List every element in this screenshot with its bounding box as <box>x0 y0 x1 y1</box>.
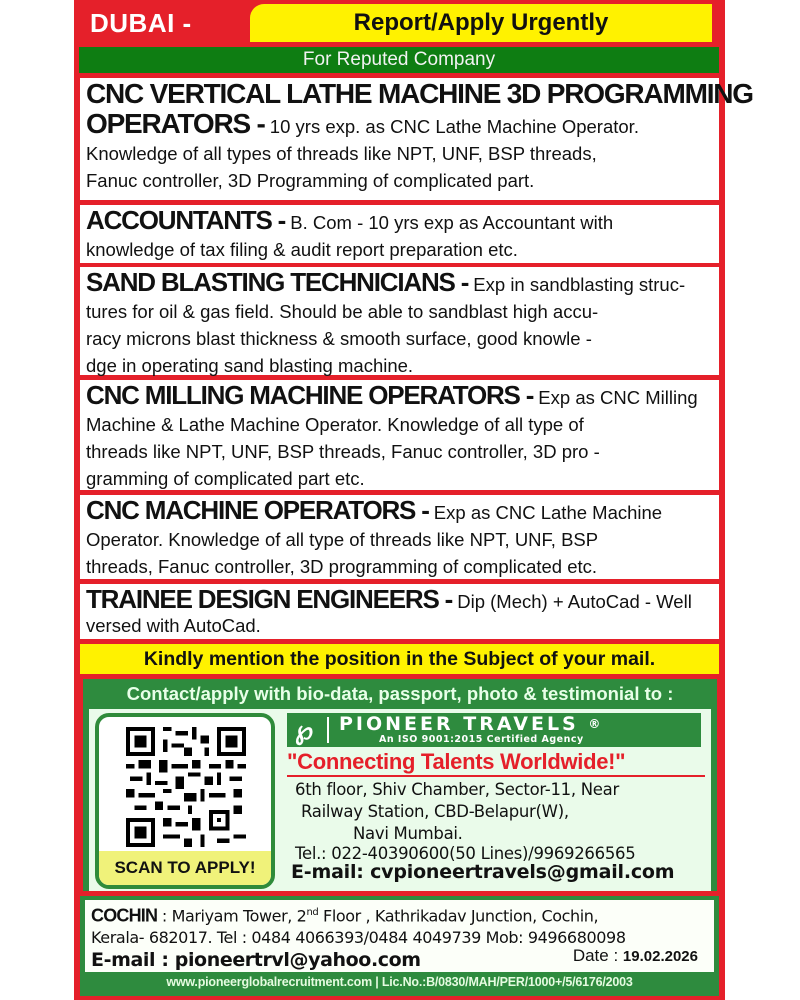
job-title: SAND BLASTING TECHNICIANS - <box>86 267 469 297</box>
registered-icon: ® <box>588 717 601 731</box>
pioneer-logo-icon: ℘ <box>295 715 314 745</box>
job-description: knowledge of tax filing & audit report preparation etc. <box>86 239 518 260</box>
job-description: Knowledge of all types of threads like NPT, UNF, BSP threads, <box>86 143 597 164</box>
company-tagline: "Connecting Talents Worldwide!" <box>287 749 705 777</box>
logo-divider <box>327 717 329 743</box>
job-description: threads like NPT, UNF, BSP threads, Fanuc controller, 3D pro - <box>86 441 600 462</box>
job-listing-cnc-machine <box>80 495 719 579</box>
company-name-text: PIONEER TRAVELS <box>339 713 579 735</box>
qr-code-icon[interactable] <box>113 727 259 847</box>
cochin-phone-line: Kerala- 682017. Tel : 0484 4066393/0484 4049739 Mob: 9496680098 <box>91 928 626 948</box>
job-listing-cnc-milling <box>80 380 719 490</box>
contact-section <box>83 679 717 891</box>
cochin-address-cont: Floor , Kathrikadav Junction, Cochin, <box>318 906 599 926</box>
ordinal-suffix: nd <box>306 907 319 918</box>
contact-panel <box>89 709 711 891</box>
qr-code-card[interactable] <box>95 713 275 889</box>
contact-heading: Contact/apply with bio-data, passport, photo & testimonial to : <box>126 683 674 704</box>
job-description: B. Com - 10 yrs exp as Accountant with <box>285 212 614 233</box>
job-description: Exp as CNC Lathe Machine <box>428 502 663 523</box>
cochin-label: COCHIN <box>91 905 158 926</box>
cochin-panel <box>85 900 714 972</box>
cochin-office-section <box>80 896 719 996</box>
job-description: gramming of complicated part etc. <box>86 468 365 489</box>
job-description: Machine & Lathe Machine Operator. Knowledge of all type of <box>86 414 584 435</box>
job-description: dge in operating sand blasting machine. <box>86 355 414 376</box>
date-value: 19.02.2026 <box>622 948 698 965</box>
job-title: TRAINEE DESIGN ENGINEERS - <box>86 584 453 614</box>
posting-date <box>573 946 698 966</box>
company-logo-banner <box>287 713 701 747</box>
job-title: OPERATORS - <box>86 108 265 139</box>
phone-line: Tel.: 022-40390600(50 Lines)/9969266565 <box>295 844 636 863</box>
job-description: versed with AutoCad. <box>86 615 261 636</box>
address-line: Railway Station, CBD-Belapur(W), <box>301 802 569 821</box>
job-description: threads, Fanuc controller, 3D programming of complicated etc. <box>86 556 598 577</box>
job-listing-cnc-vertical-lathe <box>80 78 753 200</box>
job-listing-sand-blasting <box>80 267 719 375</box>
job-listing-trainee-design <box>80 584 719 639</box>
job-title: CNC MACHINE OPERATORS - <box>86 495 429 525</box>
contact-email[interactable]: E-mail: cvpioneertravels@gmail.com <box>291 861 675 883</box>
job-description: Operator. Knowledge of all type of threads like NPT, UNF, BSP <box>86 529 599 550</box>
date-label: Date : <box>572 946 623 965</box>
certification-text: An ISO 9001:2015 Certified Agency <box>379 734 584 745</box>
job-title-line: CNC VERTICAL LATHE MACHINE 3D PROGRAMMING <box>86 78 753 109</box>
job-description: Exp in sandblasting struc- <box>468 274 686 295</box>
job-title: CNC MILLING MACHINE OPERATORS - <box>86 380 534 410</box>
company-subtitle: For Reputed Company <box>79 47 719 73</box>
cochin-email[interactable]: E-mail : pioneertrvl@yahoo.com <box>91 949 421 972</box>
location-label: DUBAI - <box>90 8 192 38</box>
job-title: ACCOUNTANTS - <box>86 205 286 235</box>
cochin-address: : Mariyam Tower, 2 <box>157 906 307 926</box>
scan-to-apply-label: SCAN TO APPLY! <box>99 851 271 885</box>
address-line: 6th floor, Shiv Chamber, Sector-11, Near <box>295 780 619 799</box>
job-description: Fanuc controller, 3D Programming of complicated part. <box>86 170 535 191</box>
job-description: Dip (Mech) + AutoCad - Well <box>452 591 692 612</box>
subject-notice: Kindly mention the position in the Subject of your mail. <box>80 644 719 674</box>
website-license-footer[interactable]: www.pioneerglobalrecruitment.com | Lic.No.:B/0830/MAH/PER/1000+/5/6176/2003 <box>166 975 633 989</box>
job-description: 10 yrs exp. as CNC Lathe Machine Operator. <box>264 116 639 137</box>
job-listing-accountants <box>80 205 719 263</box>
job-description: Exp as CNC Milling <box>533 387 698 408</box>
urgent-banner: Report/Apply Urgently <box>250 4 712 42</box>
job-description: racy microns blast thickness & smooth surface, good knowle - <box>86 328 592 349</box>
job-description: tures for oil & gas field. Should be able to sandblast high accu- <box>86 301 599 322</box>
company-name <box>339 713 600 735</box>
address-line: Navi Mumbai. <box>353 824 463 843</box>
